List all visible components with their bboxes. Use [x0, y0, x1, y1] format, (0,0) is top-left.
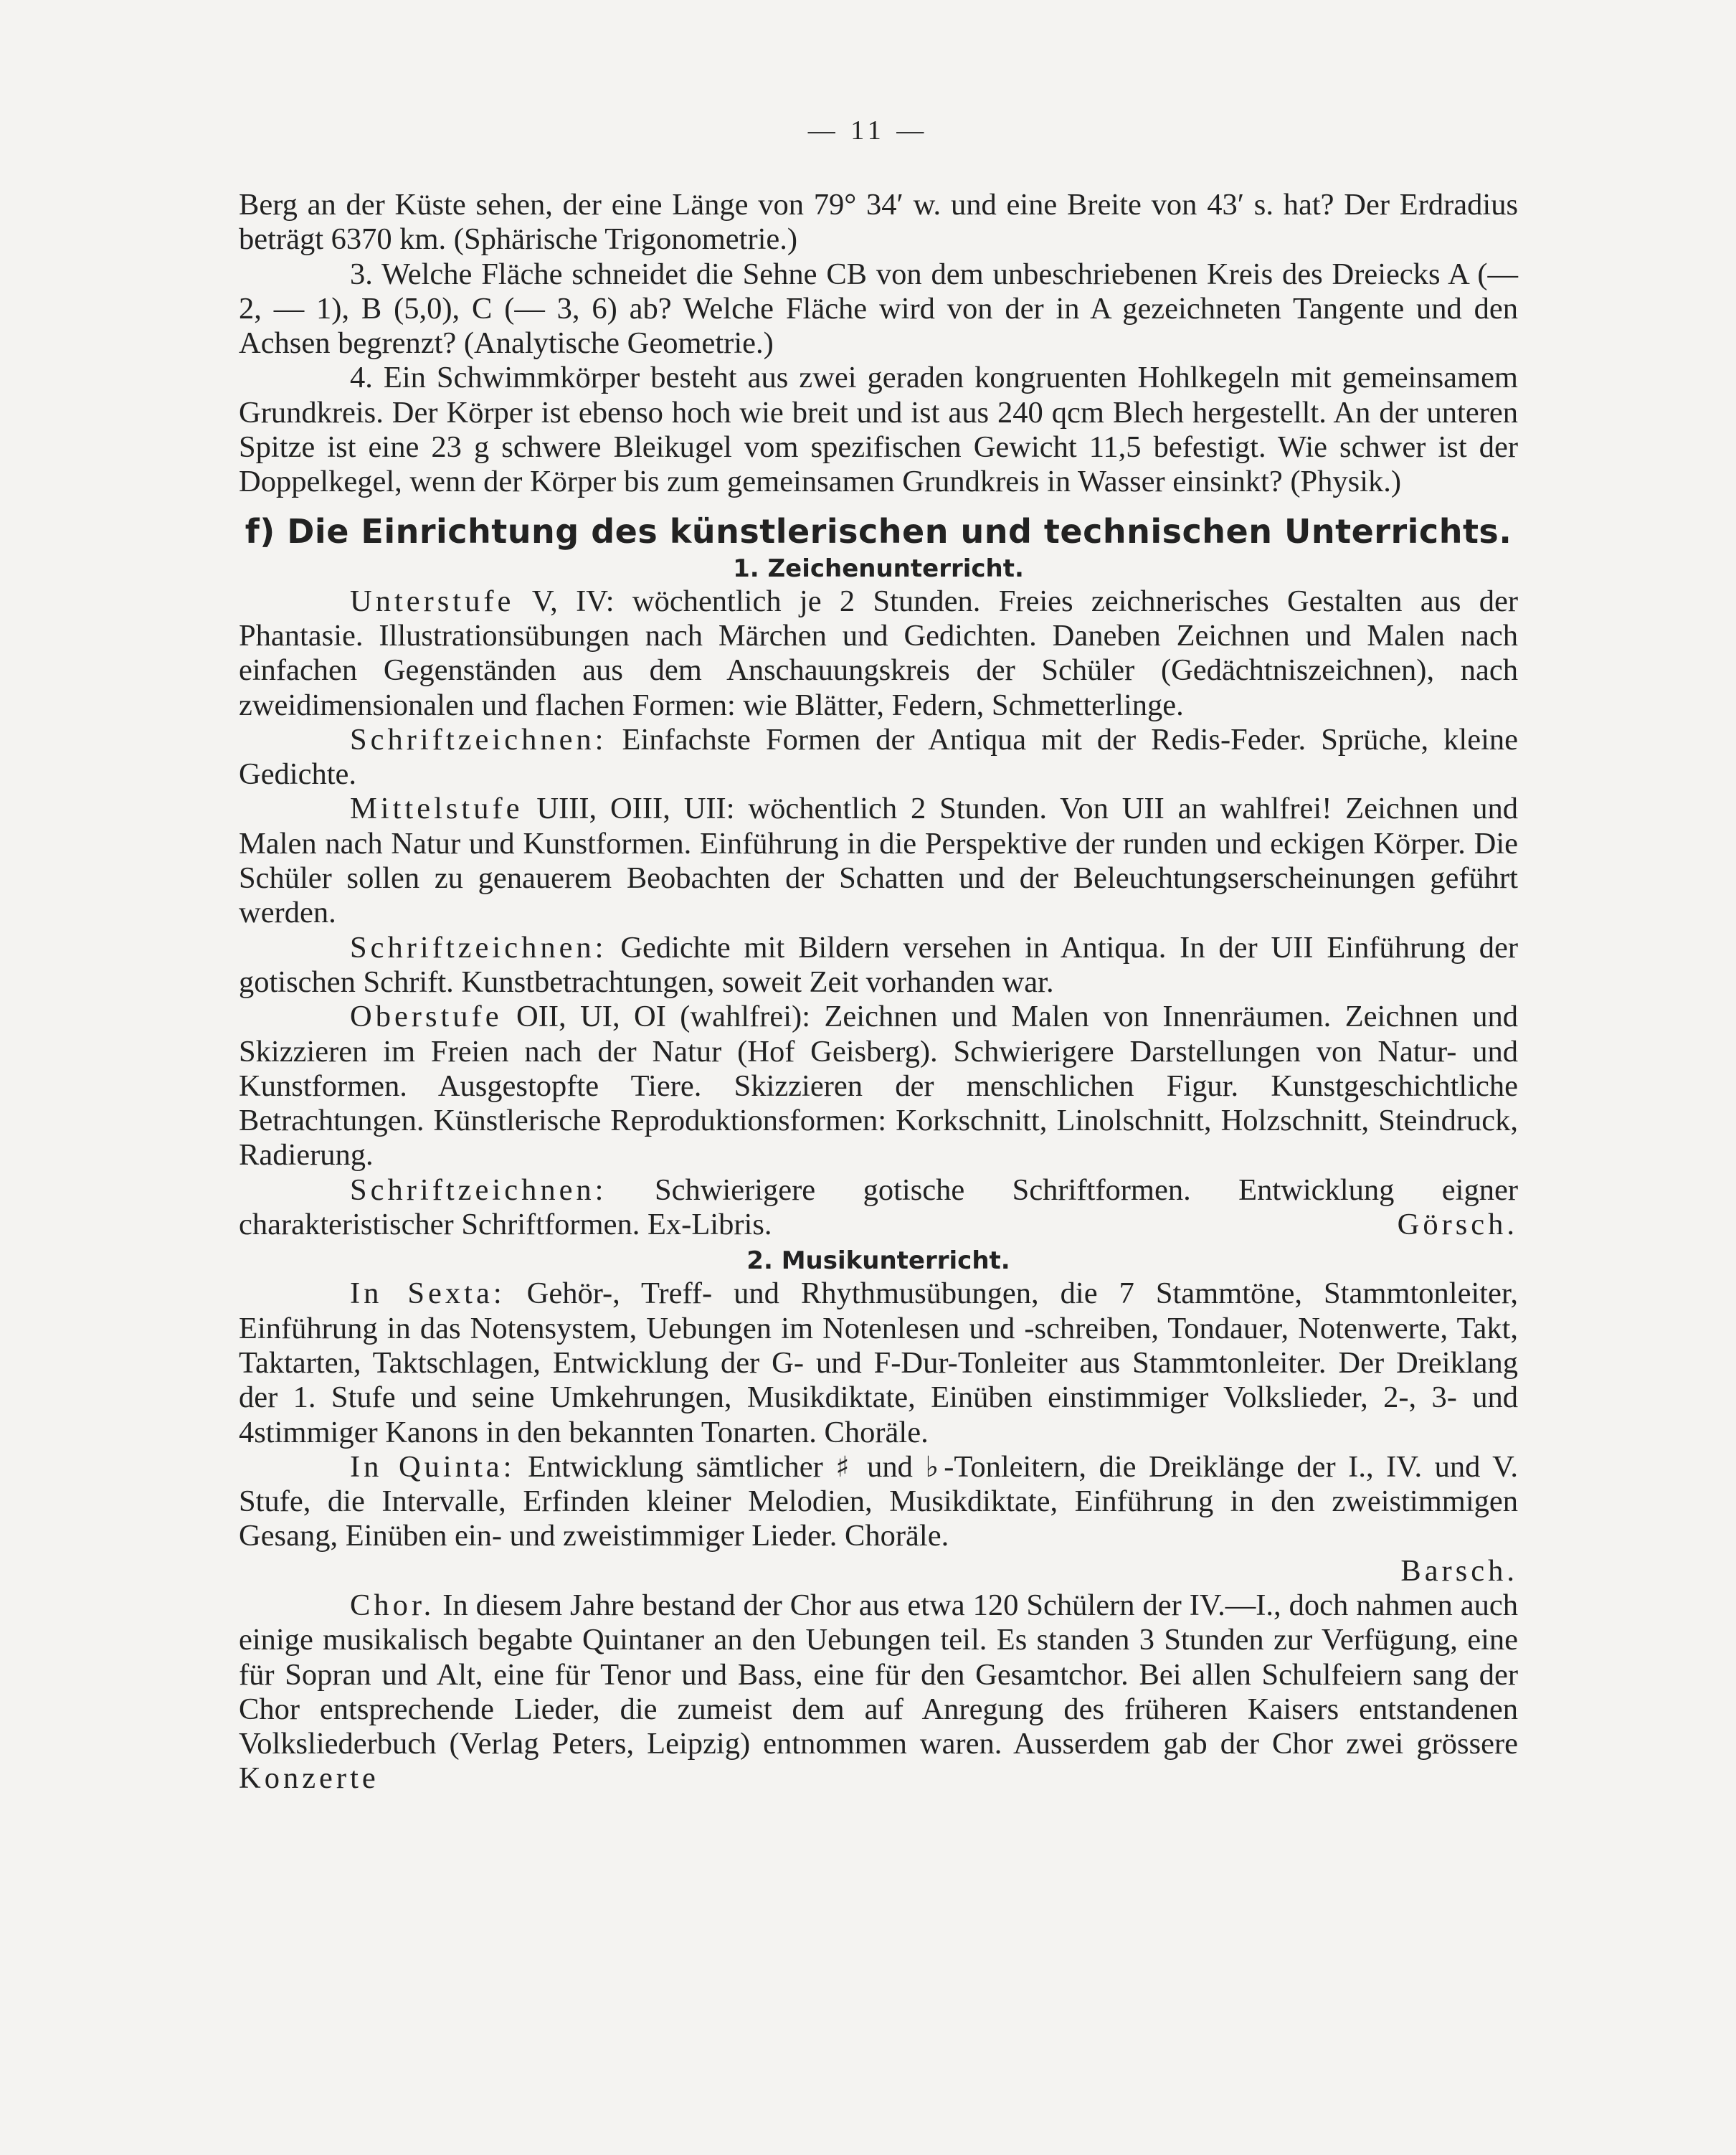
paragraph-schriftzeichnen-1	[239, 723, 1518, 792]
text-unterstufe: V, IV: wöchentlich je 2 Stunden. Freies zeichnerisches Gestalten aus der Phantasie. Illustrationsübungen nach Märchen und Gedichten. Daneben Zeichnen und Malen nach einfachen Gegenständen aus dem Anschauungskreis der Schüler (Gedächtniszeichnen), nach zweidimensionalen und flachen Formen: wie Blätter, Federn, Schmetterlinge.	[239, 584, 1518, 722]
page-number: — 11 —	[807, 115, 929, 146]
paragraph-schriftzeichnen-2	[239, 931, 1518, 1000]
paragraph-mittelstufe	[239, 792, 1518, 930]
signature-goersch: Görsch.	[1397, 1208, 1518, 1242]
text-schriftzeichnen-3: Schwierigere gotische Schriftformen. Entwicklung eigner charakteristischer Schriftformen. Ex-Libris.	[239, 1173, 1518, 1242]
text-schriftzeichnen-1: Einfachste Formen der Antiqua mit der Redis-Feder. Sprüche, kleine Gedichte.	[239, 722, 1518, 792]
paragraph-oberstufe	[239, 1000, 1518, 1173]
text-sexta: Gehör-, Treff- und Rhythmusübungen, die 7 Stammtöne, Stammtonleiter, Einführung in das Notensystem, Uebungen im Notenlesen und -schreiben, Tondauer, Notenwerte, Takt, Taktarten, Taktschlagen, Entwicklung der G- und F-Dur-Tonleiter aus Stammtonleiter. Der Dreiklang der 1. Stufe und seine Umkehrungen, Musikdiktate, Einüben einstimmiger Volkslieder, 2-, 3- und 4stimmiger Kanons in den bekannten Tonarten. Choräle.	[239, 1277, 1518, 1449]
paragraph-question-3: 3. Welche Fläche schneidet die Sehne CB von dem unbeschriebenen Kreis des Dreiecks A (— 2, — 1), B (5,0), C (— 3, 6) ab? Welche Fläche wird von der in A gezeichneten Tangente und den Achsen begrenzt? (Analytische Geometrie.)	[239, 257, 1518, 361]
label-sexta: In Sexta:	[350, 1277, 506, 1311]
text-chor: In diesem Jahre bestand der Chor aus etwa 120 Schülern der IV.—I., doch nahmen auch einige musikalisch begabte Quintaner an den Uebungen teil. Es standen 3 Stunden zur Verfügung, eine für Sopran und Alt, eine für Tenor und Bass, eine für den Gesamtchor. Bei allen Schulfeiern sang der Chor entsprechende Lieder, die zumeist dem auf Anregung des früheren Kaisers entstandenen Volksliederbuch (Verlag Peters, Leipzig) entnommen waren. Ausserdem gab der Chor zwei grössere	[239, 1588, 1518, 1761]
label-chor: Chor.	[350, 1588, 435, 1622]
text-quinta-c: -Tonleitern, die Dreiklänge der I., IV. und V. Stufe, die Intervalle, Erfinden kleiner Melodien, Musikdiktate, Einführung in den zweistimmigen Gesang, Einüben ein- und zweistimmiger Lieder. Choräle.	[239, 1449, 1519, 1553]
text-column	[239, 188, 1518, 1796]
paragraph-quinta	[239, 1450, 1518, 1554]
paragraph-chor	[239, 1588, 1518, 1796]
drawing-heading: 1. Zeichenunterricht.	[733, 554, 1024, 583]
label-oberstufe: Oberstufe	[350, 1000, 503, 1034]
section-heading: f) Die Einrichtung des künstlerischen und technischen Unterrichts.	[245, 511, 1512, 551]
sharp-icon: ♯	[835, 1450, 855, 1484]
text-quinta-b: und	[854, 1449, 926, 1484]
paragraph-continuation: Berg an der Küste sehen, der eine Länge von 79° 34′ w. und eine Breite von 43′ s. hat? Der Erdradius beträgt 6370 km. (Sphärische Trigonometrie.)	[239, 188, 1518, 257]
text-chor-last: Konzerte	[239, 1761, 379, 1796]
label-schriftzeichnen-3: Schriftzeichnen:	[350, 1173, 607, 1207]
label-schriftzeichnen-2: Schriftzeichnen:	[350, 930, 607, 965]
paragraph-question-4: 4. Ein Schwimmkörper besteht aus zwei geraden kongruenten Hohlkegeln mit gemeinsamem Grundkreis. Der Körper ist ebenso hoch wie breit und ist aus 240 qcm Blech hergestellt. An der unteren Spitze ist eine 23 g schwere Bleikugel vom spezifischen Gewicht 11,5 befestigt. Wie schwer ist der Doppelkegel, wenn der Körper bis zum gemeinsamen Grundkreis in Wasser einsinkt? (Physik.)	[239, 361, 1518, 499]
paragraph-sexta	[239, 1277, 1518, 1449]
paragraph-schriftzeichnen-3	[239, 1173, 1518, 1243]
text-schriftzeichnen-2: Gedichte mit Bildern versehen in Antiqua. In der UII Einführung der gotischen Schrift. Kunstbetrachtungen, soweit Zeit vorhanden war.	[239, 930, 1518, 999]
music-heading: 2. Musikunterricht.	[746, 1246, 1010, 1276]
text-oberstufe: OII, UI, OI (wahlfrei): Zeichnen und Malen von Innenräumen. Zeichnen und Skizzieren im Freien nach der Natur (Hof Geisberg). Schwierigere Darstellungen von Natur- und Kunstformen. Ausgestopfte Tiere. Skizzieren der menschlichen Figur. Kunstgeschichtliche Betrachtungen. Künstlerische Reproduktionsformen: Korkschnitt, Linolschnitt, Holzschnitt, Steindruck, Radierung.	[239, 1000, 1518, 1173]
text-quinta-a: Entwicklung sämtlicher	[515, 1449, 836, 1484]
paragraph-unterstufe	[239, 584, 1518, 723]
flat-icon: ♭	[925, 1450, 944, 1484]
signature-barsch: Barsch.	[1400, 1553, 1518, 1588]
label-unterstufe: Unterstufe	[350, 584, 515, 618]
label-quinta: In Quinta:	[350, 1449, 516, 1484]
label-mittelstufe: Mittelstufe	[350, 792, 523, 826]
label-schriftzeichnen-1: Schriftzeichnen:	[350, 722, 607, 757]
text-mittelstufe: UIII, OIII, UII: wöchentlich 2 Stunden. Von UII an wahlfrei! Zeichnen und Malen nach Natur und Kunstformen. Einführung in die Perspektive der runden und eckigen Körper. Die Schüler sollen zu genauerem Beobachten der Schatten und der Beleuchtungserscheinungen geführt werden.	[239, 792, 1518, 930]
